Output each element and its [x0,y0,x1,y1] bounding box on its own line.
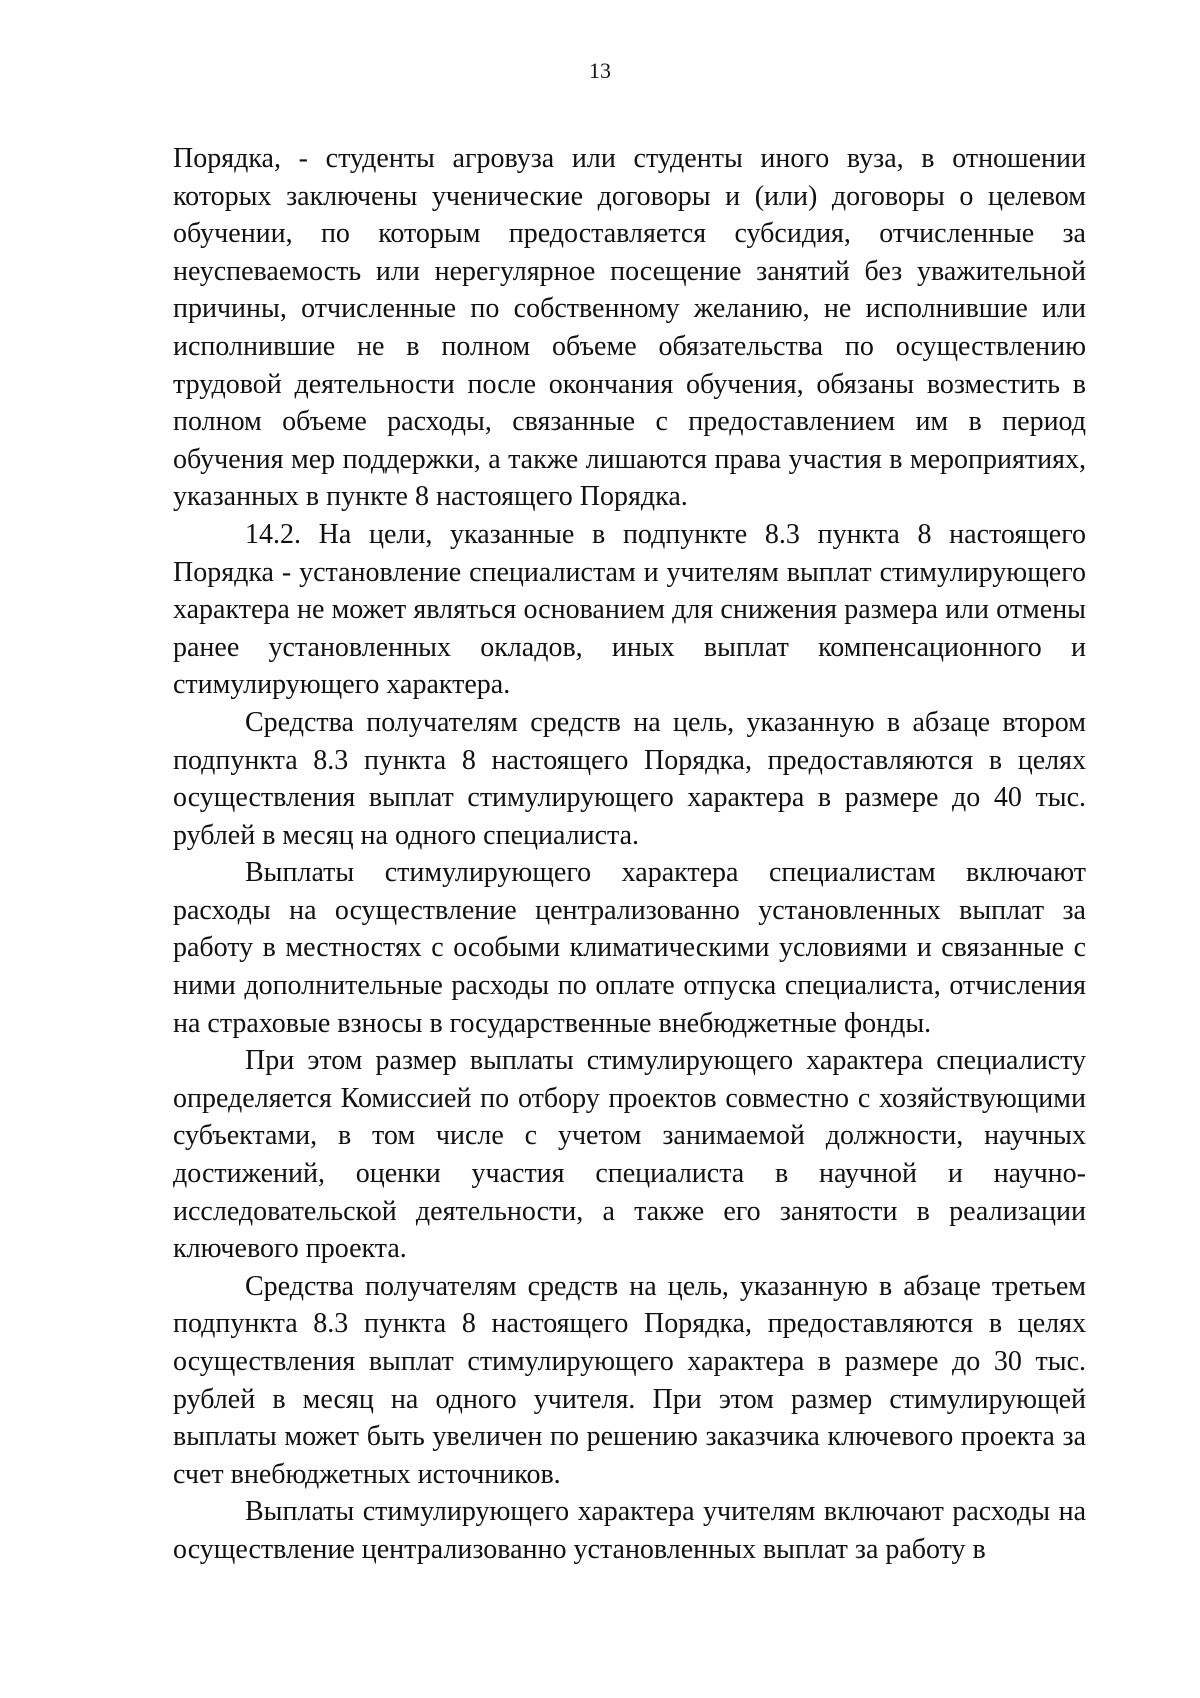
document-body [173,140,1086,1569]
paragraph-teacher-payments: Выплаты стимулирующего характера учителям включают расходы на осуществление централизованно установленных выплат за работу в [173,1496,1086,1565]
paragraph-continuation: Порядка, - студенты агровуза или студенты иного вуза, в отношении которых заключены ученические договоры и (или) договоры о целевом обучении, по которым предоставляется субсидия, отчисленные за неуспеваемость или нерегулярное посещение занятий без уважительной причины, отчисленные по собственному желанию, не исполнившие или исполнившие не в полном объеме обязательства по осуществлению трудовой деятельности после окончания обучения, обязаны возместить в полном объеме расходы, связанные с предоставлением им в период обучения мер поддержки, а также лишаются права участия в мероприятиях, указанных в пункте 8 настоящего Порядка. [173,143,1086,513]
paragraph-14-2: 14.2. На цели, указанные в подпункте 8.3 пункта 8 настоящего Порядка - установление специалистам и учителям выплат стимулирующего характера не может являться основанием для снижения размера или отмены ранее установленных окладов, иных выплат компенсационного и стимулирующего характера. [173,518,1086,701]
paragraph-commission: При этом размер выплаты стимулирующего характера специалисту определяется Комиссией по отбору проектов совместно с хозяйствующими субъектами, в том числе с учетом занимаемой должности, научных достижений, оценки участия специалиста в научной и научно-исследовательской деятельности, а также его занятости в реализации ключевого проекта. [173,1045,1086,1265]
page-number: 13 [589,58,611,83]
paragraph-teacher-funds: Средства получателям средств на цель, указанную в абзаце третьем подпункта 8.3 пункта 8 настоящего Порядка, предоставляются в целях осуществления выплат стимулирующего характера в размере до 30 тыс. рублей в месяц на одного учителя. При этом размер стимулирующей выплаты может быть увеличен по решению заказчика ключевого проекта за счет внебюджетных источников. [173,1270,1086,1490]
paragraph-specialist-payments: Выплаты стимулирующего характера специалистам включают расходы на осуществление централизованно установленных выплат за работу в местностях с особыми климатическими условиями и связанные с ними дополнительные расходы по оплате отпуска специалиста, отчисления на страховые взносы в государственные внебюджетные фонды. [173,857,1086,1039]
paragraph-specialist-funds: Средства получателям средств на цель, указанную в абзаце втором подпункта 8.3 пункта 8 настоящего Порядка, предоставляются в целях осуществления выплат стимулирующего характера в размере до 40 тыс. рублей в месяц на одного специалиста. [173,706,1086,851]
